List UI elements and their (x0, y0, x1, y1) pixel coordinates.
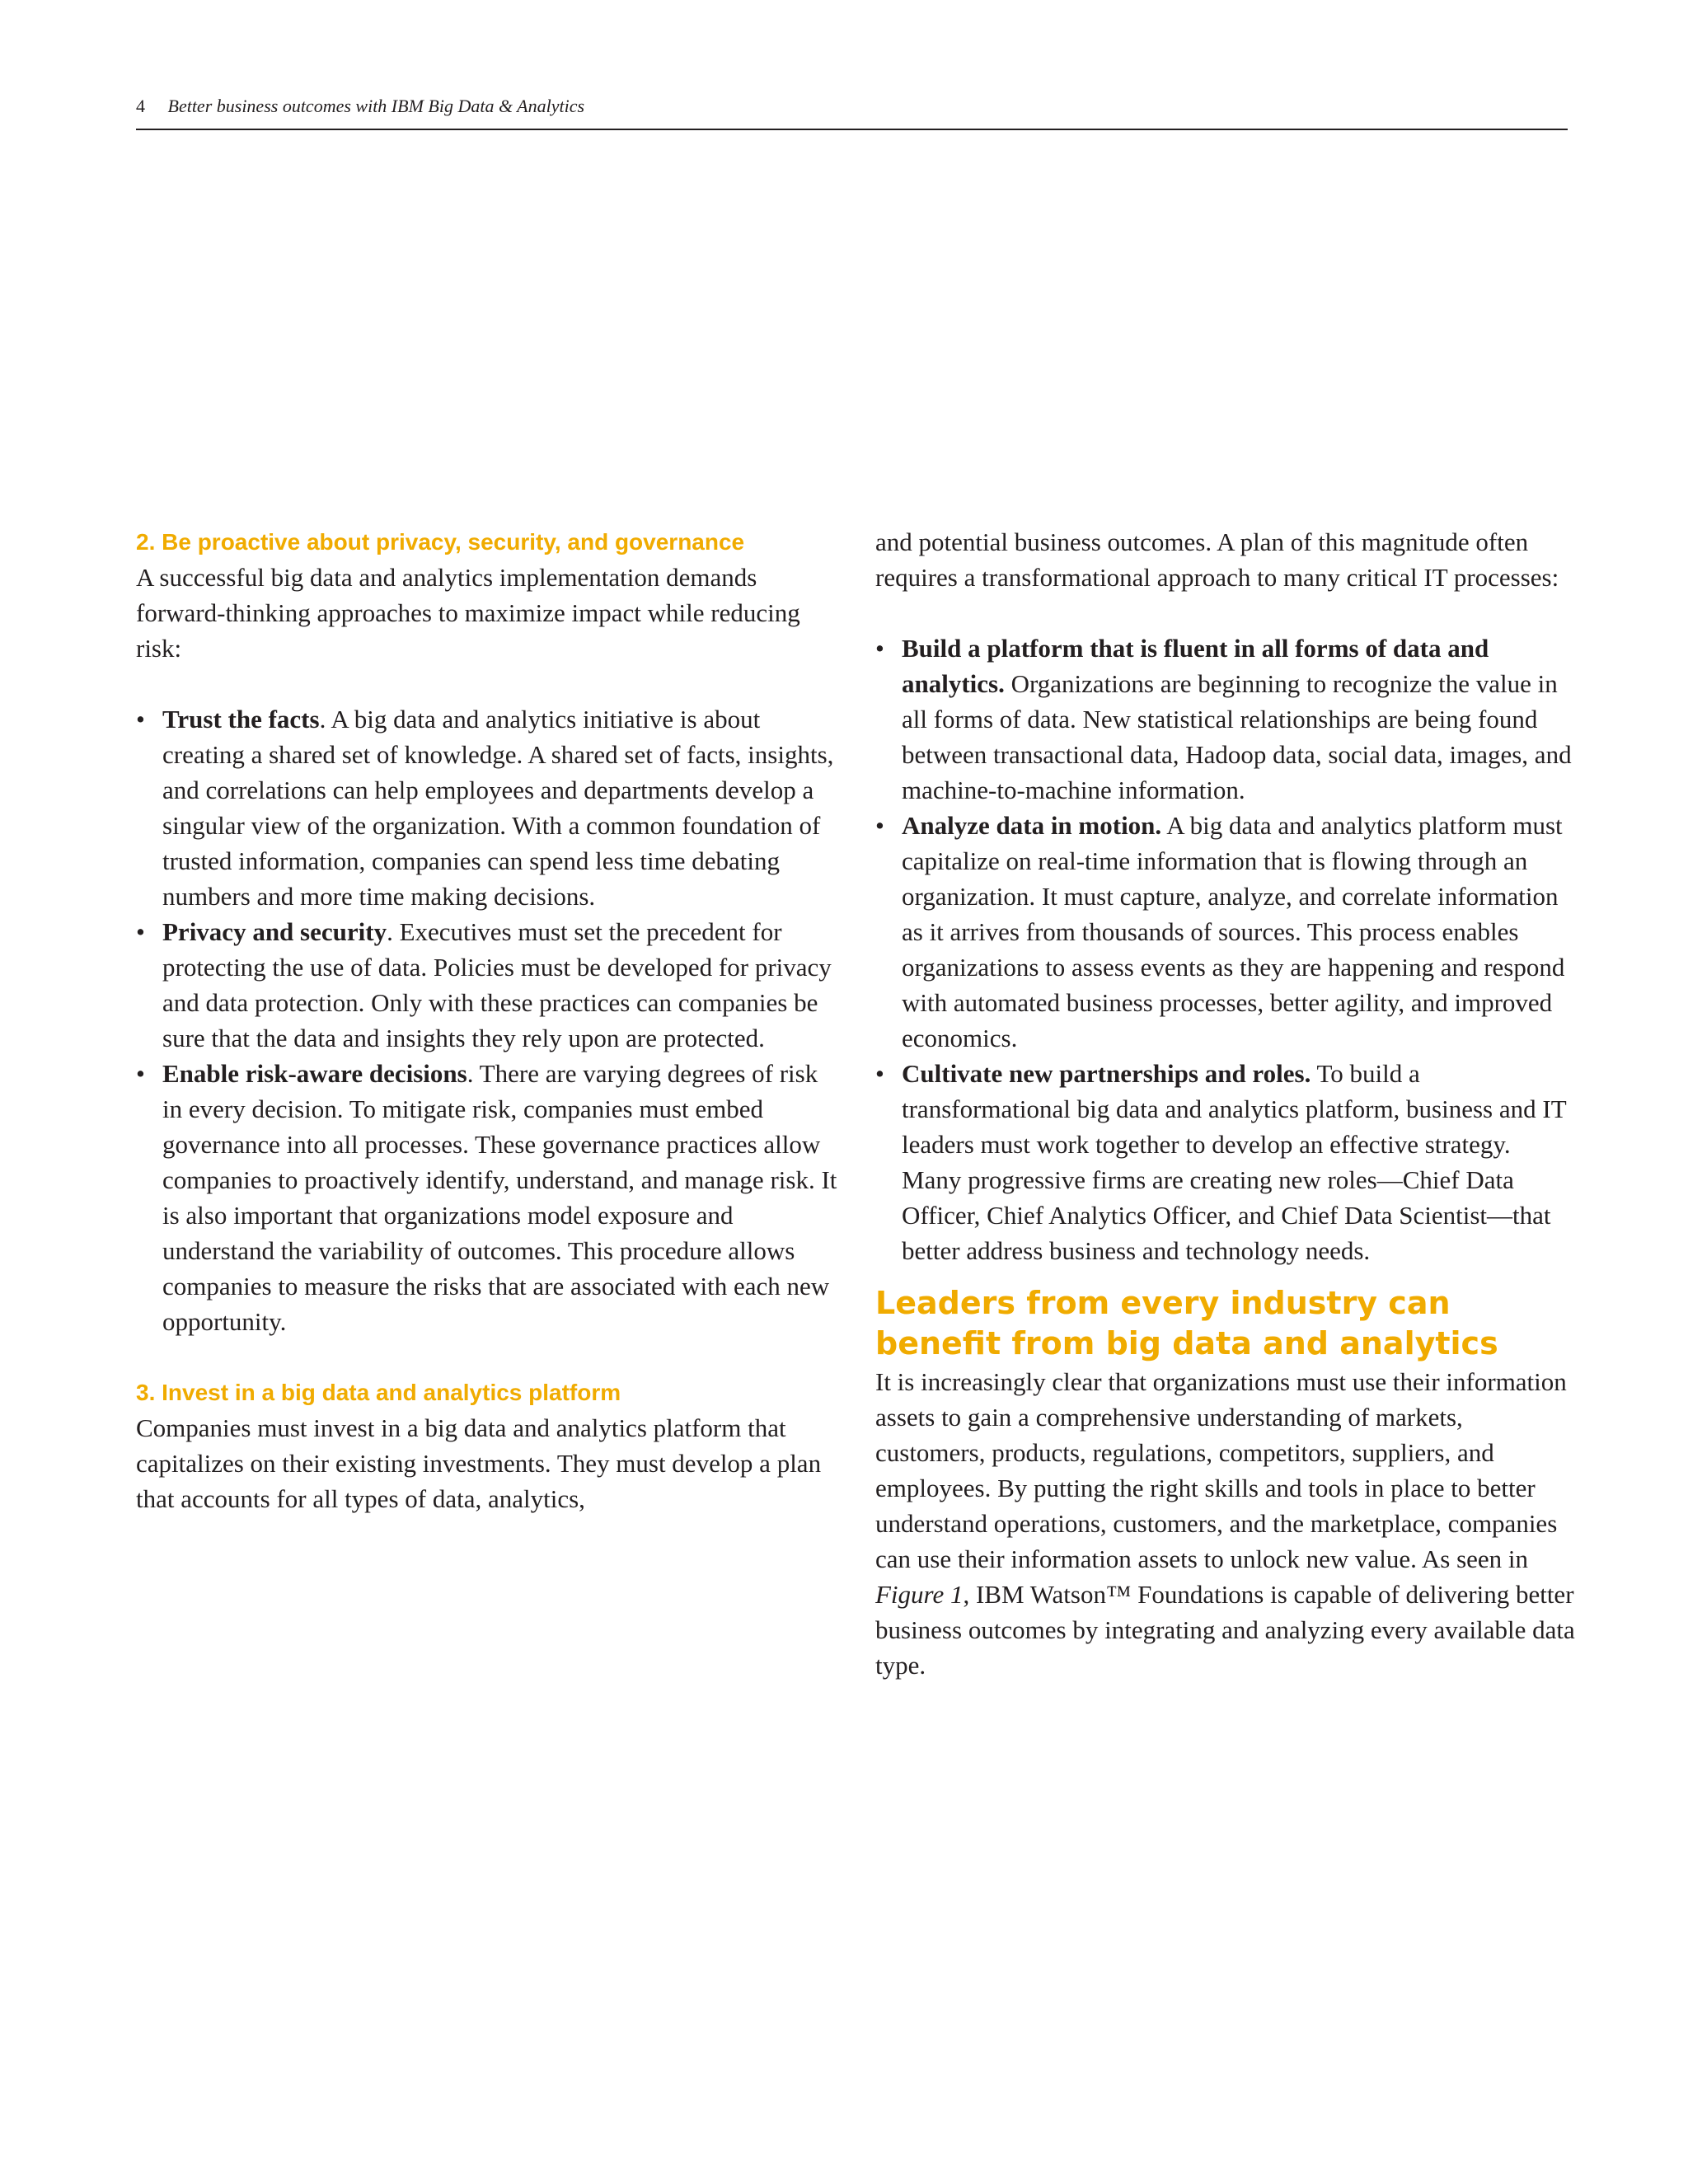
left-column (136, 524, 841, 1516)
leaders-paragraph (875, 1364, 1576, 1683)
continuation-paragraph: and potential business outcomes. A plan of this magnitude often requires a transformational approach to many critical IT processes: (875, 527, 1559, 592)
bullet-text: A big data and analytics platform must capitalize on real-time information that is flowing through an organization. It must capture, analyze, and correlate information as it arrives from thousands of sources. This process enables organizations to assess events as they are happening and respond with automated business processes, better agility, and improved economics. (902, 811, 1565, 1052)
bullet-term: Analyze data in motion. (902, 811, 1162, 840)
spacer (875, 595, 1576, 630)
bullet-item-build-a-platform (875, 630, 1576, 808)
page-header (136, 92, 1568, 130)
section-2-heading: 2. Be proactive about privacy, security, and governance (136, 529, 745, 555)
bullet-text: To build a transformational big data and analytics platform, business and IT leaders must work together to develop an effective strategy. Many progressive firms are creating new roles—Chief Data Officer, Chief Analytics Officer, and Chief Data Scientist—that better address business and technology needs. (902, 1059, 1567, 1265)
bullet-text: There are varying degrees of risk in every decision. To mitigate risk, companies must embed governance into all processes. These governance practices allow companies to proactively identify, understand, and manage risk. It is also important that organizations model exposure and understand the variability of outcomes. This procedure allows companies to measure the risks that are associated with each new opportunity. (162, 1059, 837, 1336)
bullet-term: Privacy and security (162, 917, 387, 946)
bullet-icon: • (136, 705, 145, 733)
running-title: Better business outcomes with IBM Big Data & Analytics (167, 96, 585, 116)
bullet-term: Enable risk-aware decisions (162, 1059, 467, 1088)
bullet-text: A big data and analytics initiative is about creating a shared set of knowledge. A shared set of facts, insights, and correlations can help employees and departments develop a singular view of the organization. With a common foundation of trusted information, companies can spend less time debating numbers and more time making decisions. (162, 705, 834, 911)
bullet-icon: • (136, 917, 145, 946)
section-3-heading: 3. Invest in a big data and analytics platform (136, 1380, 621, 1405)
right-column (875, 524, 1576, 1683)
bullet-item-analyze-data-in-motion (875, 808, 1576, 1056)
section-2-intro: A successful big data and analytics implementation demands forward-thinking approaches to maximize impact while reducing risk: (136, 563, 800, 663)
platform-bullet-list (875, 630, 1576, 1268)
bullet-term: Cultivate new partnerships and roles. (902, 1059, 1311, 1088)
leaders-text-before: It is increasingly clear that organizations must use their information assets to gain a comprehensive understanding of markets, customers, products, regulations, competitors, suppliers, and employees. By putting the right skills and tools in place to better understand operations, customers, and the marketplace, companies can use their information assets to unlock new value. As seen in (875, 1367, 1567, 1573)
bullet-term-punct: . (387, 917, 393, 946)
bullet-term-punct: . (467, 1059, 474, 1088)
bullet-icon: • (875, 1059, 884, 1088)
bullet-item-cultivate-partnerships (875, 1056, 1576, 1268)
bullet-icon: • (875, 811, 884, 840)
bullet-term: Build a platform that is fluent in all forms of data and analytics. (902, 634, 1489, 698)
section-2-bullet-list (136, 701, 841, 1339)
bullet-icon: • (875, 634, 884, 663)
bullet-item-trust-the-facts (136, 701, 841, 914)
bullet-icon: • (136, 1059, 145, 1088)
bullet-term: Trust the facts (162, 705, 320, 733)
spacer (136, 1339, 841, 1375)
spacer (136, 666, 841, 701)
page-number: 4 (136, 96, 145, 116)
bullet-text: Organizations are beginning to recognize the value in all forms of data. New statistical relationships are being found between transactional data, Hadoop data, social data, images, and machine-to-machine information. (902, 669, 1572, 804)
section-3-intro: Companies must invest in a big data and analytics platform that capitalizes on their existing investments. They must develop a plan that accounts for all types of data, analytics, (136, 1413, 822, 1513)
bullet-text: Executives must set the precedent for protecting the use of data. Policies must be developed for privacy and data protection. Only with these practices can companies be sure that the data and insights they rely upon are protected. (162, 917, 832, 1052)
leaders-heading: Leaders from every industry can benefit from big data and analytics (875, 1285, 1498, 1361)
bullet-item-privacy-and-security (136, 914, 841, 1056)
leaders-text-after: , IBM Watson™ Foundations is capable of delivering better business outcomes by integrating and analyzing every available data type. (875, 1580, 1575, 1680)
bullet-term-punct: . (319, 705, 326, 733)
figure-reference: Figure 1 (875, 1580, 964, 1609)
bullet-item-enable-risk-aware-decisions (136, 1056, 841, 1339)
